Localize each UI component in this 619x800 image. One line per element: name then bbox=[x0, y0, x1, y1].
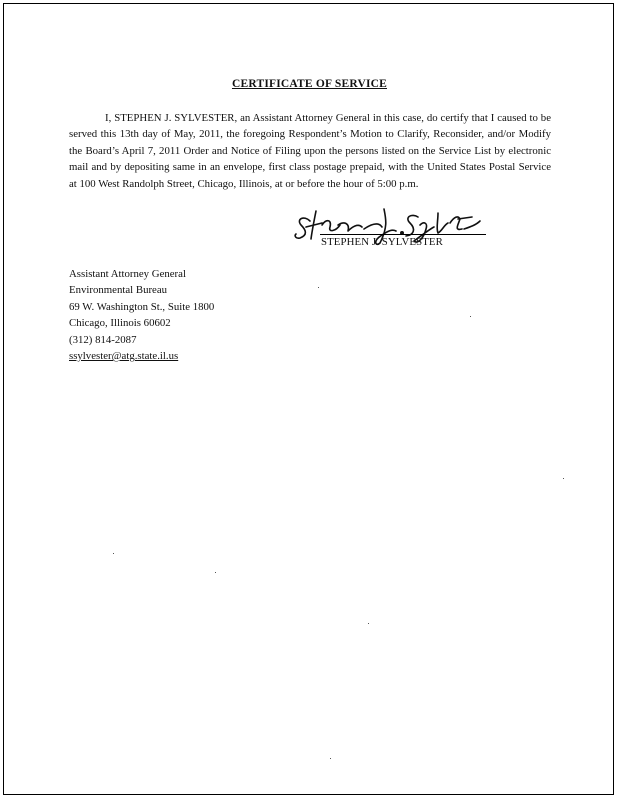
signature-line bbox=[320, 234, 486, 235]
scan-speck bbox=[563, 478, 564, 479]
signer-address-block bbox=[69, 266, 214, 364]
signer-city: Chicago, Illinois 60602 bbox=[69, 317, 171, 330]
scan-speck bbox=[215, 572, 216, 573]
signer-title: Assistant Attorney General bbox=[69, 268, 186, 280]
signer-printed-name: STEPHEN J. SYLVESTER bbox=[321, 236, 443, 248]
signer-email-link[interactable]: ssylvester@atg.state.il.us bbox=[69, 350, 179, 363]
scan-speck bbox=[368, 623, 369, 624]
scan-speck bbox=[113, 553, 114, 554]
scan-speck bbox=[330, 758, 331, 759]
certification-paragraph: I, STEPHEN J. SYLVESTER, an Assistant Attorney General in this case, do certify that I caused to be served this 13th day of May, 2011, the foregoing Respondent’s Motion to Clarify, Reconsider, and/or Modify the Board’s April 7, 2011 Order and Notice of Filing upon the persons listed on the Service List by electronic mail and by depositing same in an envelope, first class postage prepaid, with the United States Postal Service at 100 West Randolph Street, Chicago, Illinois, at or before the hour of 5:00 p.m. bbox=[69, 112, 551, 190]
scan-speck bbox=[318, 287, 319, 288]
signer-bureau: Environmental Bureau bbox=[69, 284, 168, 297]
signer-phone: (312) 814-2087 bbox=[69, 333, 137, 346]
scan-speck bbox=[470, 316, 471, 317]
signer-street: 69 W. Washington St., Suite 1800 bbox=[69, 300, 215, 313]
page-title: CERTIFICATE OF SERVICE bbox=[231, 78, 388, 90]
